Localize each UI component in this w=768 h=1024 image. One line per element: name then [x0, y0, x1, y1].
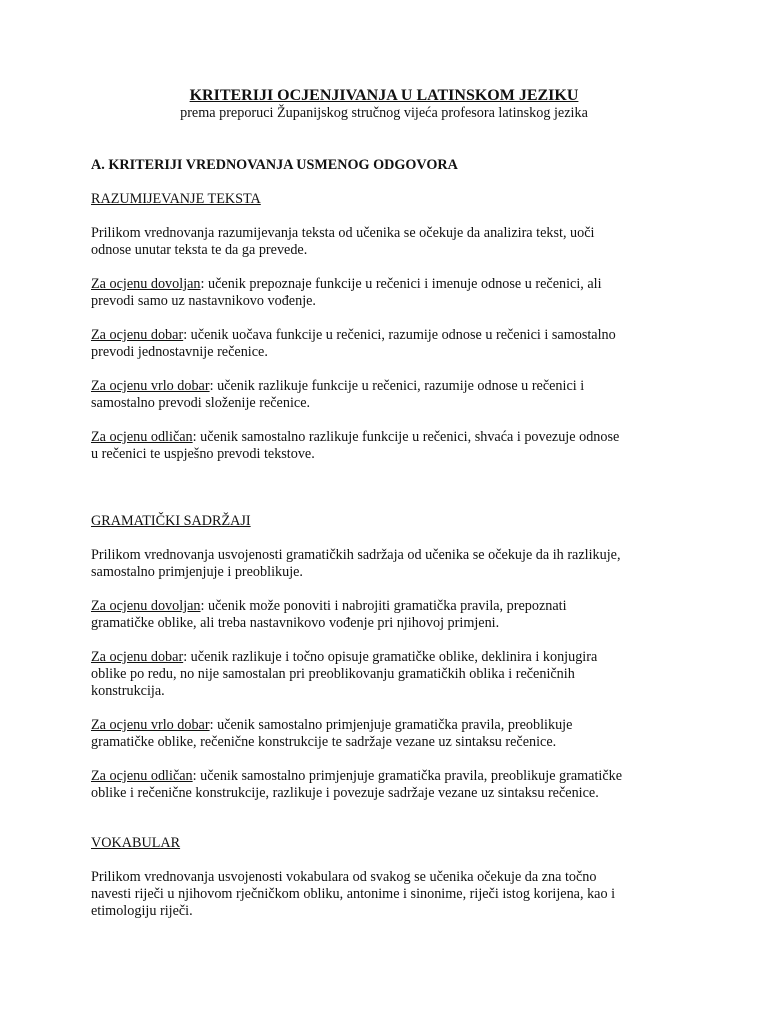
criterion-line: oblike po redu, no nije samostalan pri preoblikovanju gramatičkih oblika i rečeničnih	[91, 666, 575, 682]
razumijevanje-odlican	[91, 429, 691, 463]
grade-label-vrlo-dobar: Za ocjenu vrlo dobar	[91, 717, 210, 733]
criterion-line: prevodi jednostavnije rečenice.	[91, 344, 268, 360]
document-title: KRITERIJI OCJENJIVANJA U LATINSKOM JEZIKU	[189, 87, 579, 104]
criterion-line	[91, 429, 691, 446]
criterion-line: gramatičke oblike, rečenične konstrukcije te sadržaje vezane uz sintaksu rečenice.	[91, 734, 557, 750]
razumijevanje-heading: RAZUMIJEVANJE TEKSTA	[91, 191, 261, 207]
vokabular-intro-line: etimologiju riječi.	[91, 903, 193, 919]
gramatika-dobar	[91, 649, 691, 700]
grade-label-dobar: Za ocjenu dobar	[91, 327, 184, 343]
document-header	[84, 86, 684, 122]
criterion-line	[91, 378, 691, 395]
criterion-text: : učenik samostalno primjenjuje gramatička pravila, preoblikuje	[209, 717, 573, 733]
razumijevanje-dovoljan	[91, 276, 691, 310]
vokabular-intro-line: Prilikom vrednovanja usvojenosti vokabulara od svakog se učenika očekuje da zna točno	[91, 869, 597, 885]
section-a-heading: A. KRITERIJI VREDNOVANJA USMENOG ODGOVORA	[91, 157, 458, 173]
criterion-line: samostalno prevodi složenije rečenice.	[91, 395, 311, 411]
razumijevanje-vrlo-dobar	[91, 378, 691, 412]
grade-label-dobar: Za ocjenu dobar	[91, 649, 184, 665]
grade-label-odlican: Za ocjenu odličan	[91, 768, 193, 784]
criterion-text: : učenik prepoznaje funkcije u rečenici i imenuje odnose u rečenici, ali	[200, 276, 602, 292]
grade-label-odlican: Za ocjenu odličan	[91, 429, 193, 445]
razumijevanje-dobar	[91, 327, 691, 361]
criterion-text: : učenik razlikuje funkcije u rečenici, razumije odnose u rečenici i	[209, 378, 585, 394]
gramatika-intro	[91, 547, 691, 581]
vokabular-heading: VOKABULAR	[91, 835, 181, 851]
criterion-line: konstrukcija.	[91, 683, 165, 699]
gramatika-intro-line: samostalno primjenjuje i preoblikuje.	[91, 564, 303, 580]
razumijevanje-intro-line: Prilikom vrednovanja razumijevanja teksta od učenika se očekuje da analizira tekst, uoči	[91, 225, 595, 241]
criterion-line	[91, 649, 691, 666]
criterion-line	[91, 327, 691, 344]
criterion-text: : učenik samostalno razlikuje funkcije u rečenici, shvaća i povezuje odnose	[192, 429, 620, 445]
gramatika-dovoljan	[91, 598, 691, 632]
document-subtitle: prema preporuci Županijskog stručnog vijeća profesora latinskog jezika	[180, 105, 588, 121]
gramatika-heading: GRAMATIČKI SADRŽAJI	[91, 513, 251, 529]
criterion-line: u rečenici te uspješno prevodi tekstove.	[91, 446, 315, 462]
criterion-line: oblike i rečenične konstrukcije, razlikuje i povezuje sadržaje vezane uz sintaksu rečenice.	[91, 785, 599, 801]
document-page	[91, 86, 691, 920]
criterion-line	[91, 598, 691, 615]
criterion-line: gramatičke oblike, ali treba nastavnikovo vođenje pri njihovoj primjeni.	[91, 615, 500, 631]
criterion-text: : učenik može ponoviti i nabrojiti gramatička pravila, prepoznati	[200, 598, 567, 614]
vokabular-intro-line: navesti riječi u njihovom rječničkom obliku, antonime i sinonime, riječi istog korijena, kao i	[91, 886, 616, 902]
criterion-line	[91, 276, 691, 293]
razumijevanje-intro	[91, 225, 691, 259]
grade-label-dovoljan: Za ocjenu dovoljan	[91, 598, 201, 614]
razumijevanje-intro-line: odnose unutar teksta te da ga prevede.	[91, 242, 308, 258]
grade-label-dovoljan: Za ocjenu dovoljan	[91, 276, 201, 292]
vokabular-intro	[91, 869, 691, 920]
gramatika-intro-line: Prilikom vrednovanja usvojenosti gramatičkih sadržaja od učenika se očekuje da ih razlikuje,	[91, 547, 621, 563]
criterion-line	[91, 768, 691, 785]
criterion-line: prevodi samo uz nastavnikovo vođenje.	[91, 293, 316, 309]
criterion-text: : učenik uočava funkcije u rečenici, razumije odnose u rečenici i samostalno	[183, 327, 616, 343]
gramatika-vrlo-dobar	[91, 717, 691, 751]
criterion-line	[91, 717, 691, 734]
criterion-text: : učenik samostalno primjenjuje gramatička pravila, preoblikuje gramatičke	[192, 768, 623, 784]
gramatika-odlican	[91, 768, 691, 802]
grade-label-vrlo-dobar: Za ocjenu vrlo dobar	[91, 378, 210, 394]
criterion-text: : učenik razlikuje i točno opisuje gramatičke oblike, deklinira i konjugira	[183, 649, 598, 665]
